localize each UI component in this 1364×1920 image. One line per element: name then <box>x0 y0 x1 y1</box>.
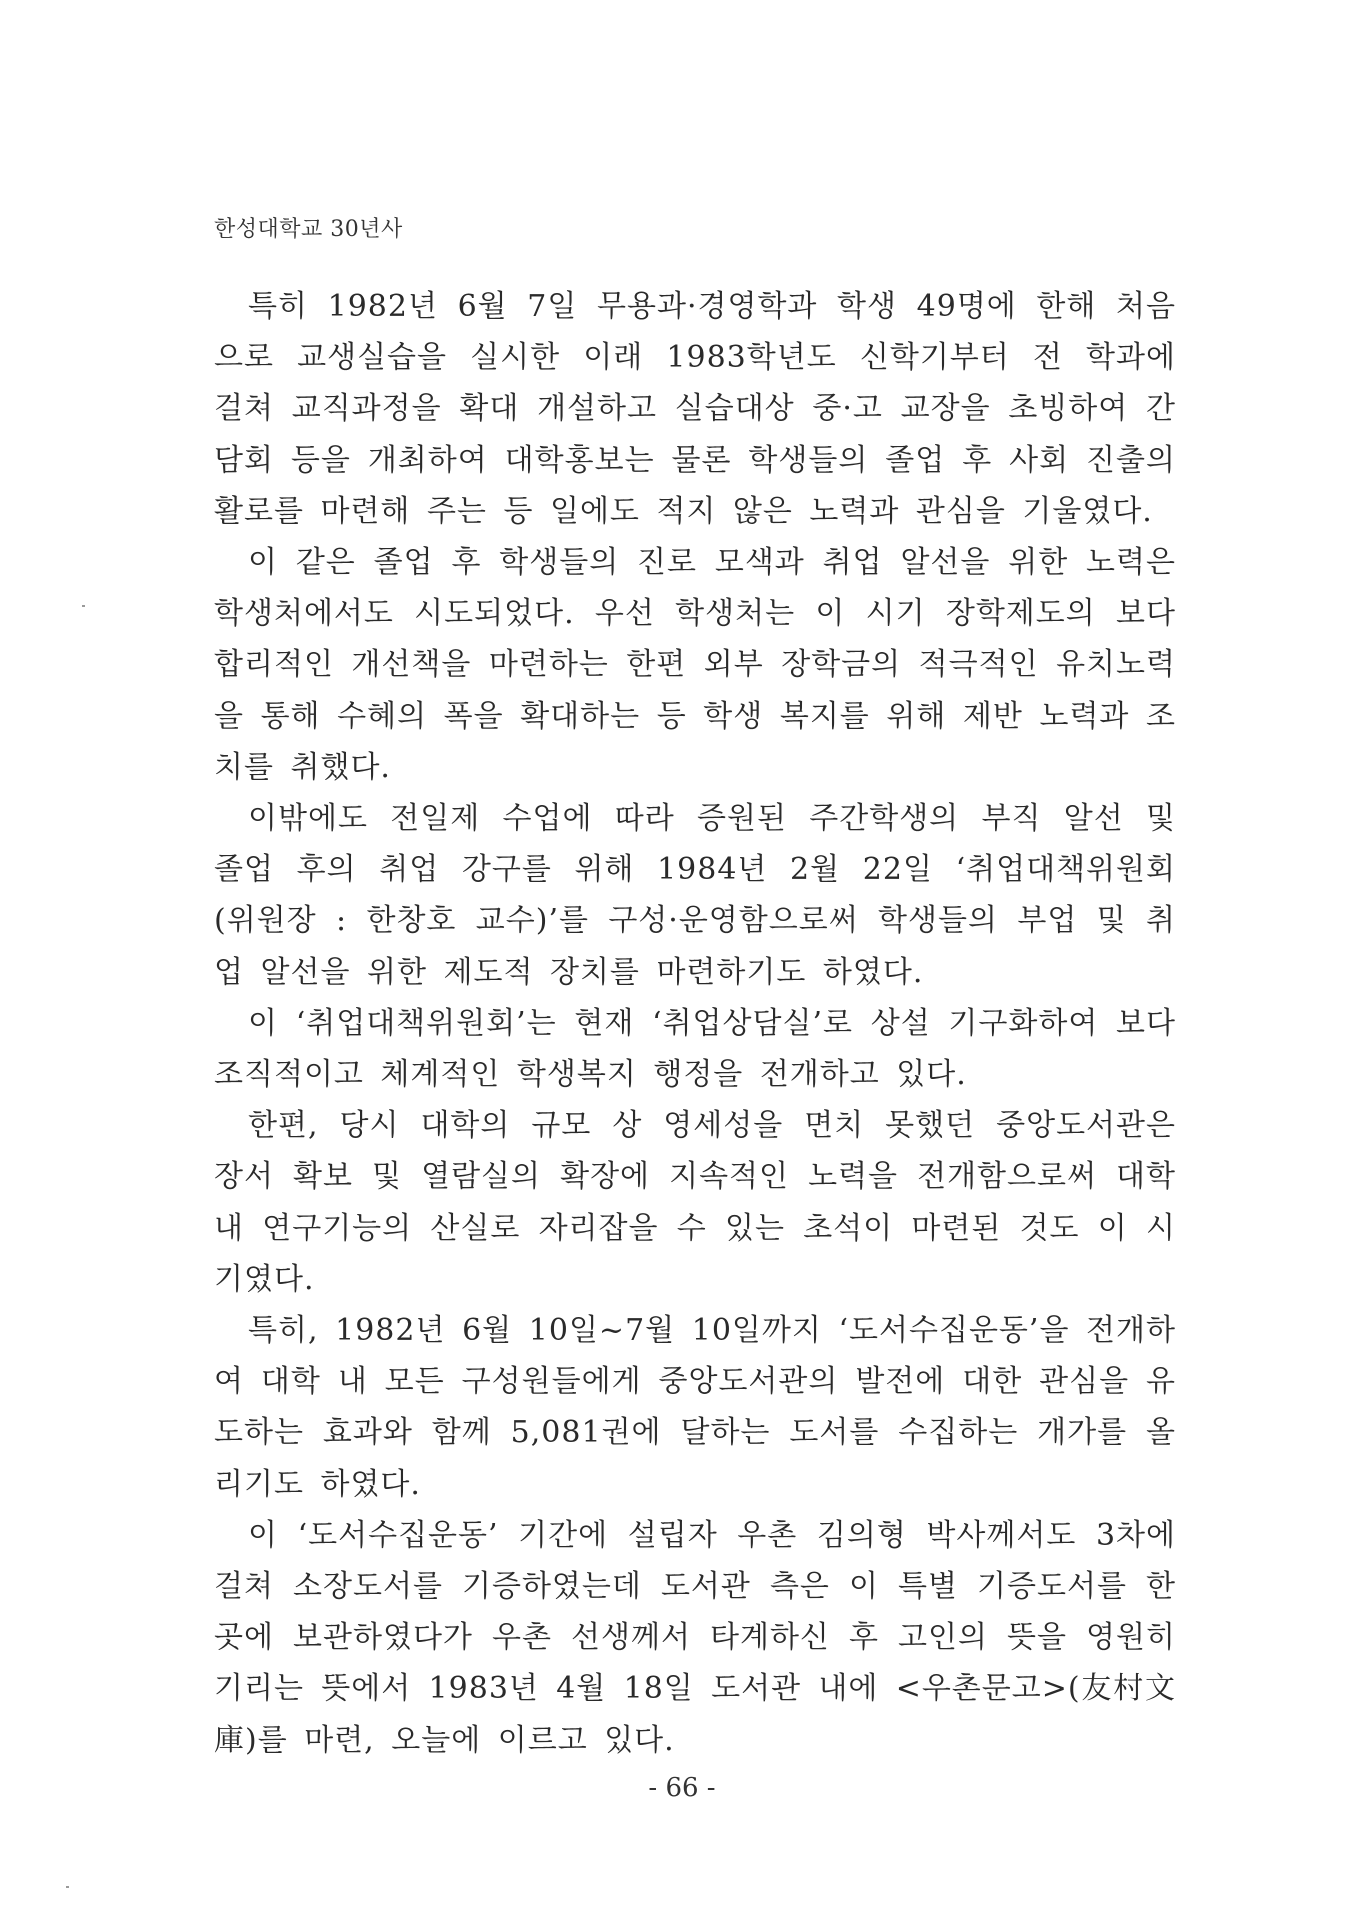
running-header: 한성대학교 30년사 <box>214 217 403 242</box>
paragraph: 특히 1982년 6월 7일 무용과·경영학과 학생 49명에 한해 처음으로 교생실습을 실시한 이래 1983학년도 신학기부터 전 학과에 걸쳐 교직과정을 확대 개설하고 실습대상 중·고 교장을 초빙하여 간담회 등을 개최하여 대학홍보는 물론 학생들의 졸업 후 사회 진출의 활로를 마련해 주는 등 일에도 적지 않은 노력과 관심을 기울였다. <box>214 289 1176 529</box>
paragraph: 이 ‘취업대책위원회’는 현재 ‘취업상담실’로 상설 기구화하여 보다 조직적이고 체계적인 학생복지 행정을 전개하고 있다. <box>214 1005 1176 1093</box>
scan-speck <box>82 605 85 607</box>
scan-speck <box>66 1886 69 1888</box>
paragraph: 이 ‘도서수집운동’ 기간에 설립자 우촌 김의형 박사께서도 3차에 걸쳐 소장도서를 기증하였는데 도서관 측은 이 특별 기증도서를 한곳에 보관하였다가 우촌 선생께서 타계하신 후 고인의 뜻을 영원히 기리는 뜻에서 1983년 4월 18일 도서관 내에 <우촌문고>(友村文庫)를 마련, 오늘에 이르고 있다. <box>214 1517 1176 1758</box>
paragraph: 이 같은 졸업 후 학생들의 진로 모색과 취업 알선을 위한 노력은 학생처에서도 시도되었다. 우선 학생처는 이 시기 장학제도의 보다 합리적인 개선책을 마련하는 한편 외부 장학금의 적극적인 유치노력을 통해 수혜의 폭을 확대하는 등 학생 복지를 위해 제반 노력과 조치를 취했다. <box>214 545 1176 785</box>
page-number: - 66 - <box>648 1773 716 1803</box>
body-text <box>214 281 1176 1766</box>
paragraph: 한편, 당시 대학의 규모 상 영세성을 면치 못했던 중앙도서관은 장서 확보 및 열람실의 확장에 지속적인 노력을 전개함으로써 대학 내 연구기능의 산실로 자리잡을 수 있는 초석이 마련된 것도 이 시기였다. <box>214 1108 1176 1297</box>
paragraph: 특히, 1982년 6월 10일~7월 10일까지 ‘도서수집운동’을 전개하여 대학 내 모든 구성원들에게 중앙도서관의 발전에 대한 관심을 유도하는 효과와 함께 5,081권에 달하는 도서를 수집하는 개가를 올리기도 하였다. <box>214 1313 1176 1502</box>
paragraph: 이밖에도 전일제 수업에 따라 증원된 주간학생의 부직 알선 및 졸업 후의 취업 강구를 위해 1984년 2월 22일 ‘취업대책위원회 (위원장 : 한창호 교수)’를 구성·운영함으로써 학생들의 부업 및 취업 알선을 위한 제도적 장치를 마련하기도 하였다. <box>214 801 1176 990</box>
